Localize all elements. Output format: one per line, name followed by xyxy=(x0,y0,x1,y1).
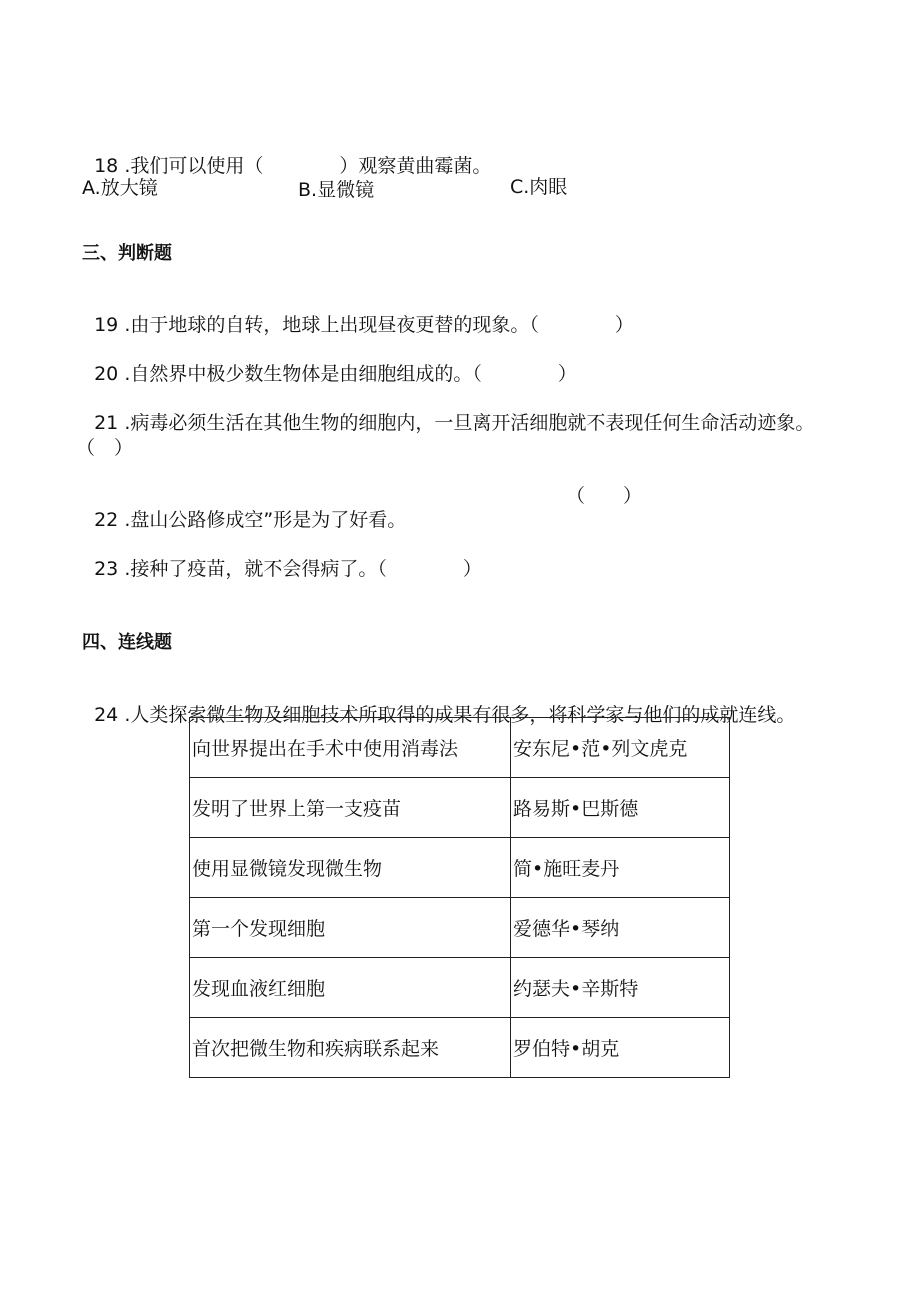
question-23 xyxy=(82,533,482,581)
scientist-cell: 路易斯•巴斯德 xyxy=(511,778,730,838)
question-text: .人类探索微生物及细胞技术所取得的成果有很多，将科学家与他们的成就连线。 xyxy=(118,704,796,726)
table-row xyxy=(190,778,730,838)
question-number: 21 xyxy=(94,412,119,434)
answer-parens-21: （ ） xyxy=(76,437,134,459)
option-c: C.肉眼 xyxy=(510,176,568,198)
table-row xyxy=(190,958,730,1018)
table-row xyxy=(190,838,730,898)
question-20 xyxy=(82,338,577,386)
scientist-cell: 罗伯特•胡克 xyxy=(511,1018,730,1078)
achievement-cell: 发明了世界上第一支疫苗 xyxy=(190,778,511,838)
achievement-cell: 第一个发现细胞 xyxy=(190,898,511,958)
option-a: A.放大镜 xyxy=(82,177,158,199)
question-text: .接种了疫苗，就不会得病了。（ ） xyxy=(118,558,482,580)
table-row xyxy=(190,1018,730,1078)
question-number: 19 xyxy=(94,314,119,336)
question-number: 20 xyxy=(94,363,119,385)
section-title-judgement: 三、判断题 xyxy=(82,243,172,264)
scientist-cell: 约瑟夫•辛斯特 xyxy=(511,958,730,1018)
question-number: 22 xyxy=(94,509,119,531)
table-row xyxy=(190,898,730,958)
table-row xyxy=(190,718,730,778)
section-title-matching: 四、连线题 xyxy=(82,632,172,653)
achievement-cell: 使用显微镜发现微生物 xyxy=(190,838,511,898)
question-19 xyxy=(82,289,634,337)
question-text: .自然界中极少数生物体是由细胞组成的。（ ） xyxy=(118,363,577,385)
scientist-cell: 爱德华•琴纳 xyxy=(511,898,730,958)
question-text: .盘山公路修成空”形是为了好看。 xyxy=(118,509,407,531)
question-number: 24 xyxy=(94,704,119,726)
achievement-cell: 向世界提出在手术中使用消毒法 xyxy=(190,718,511,778)
question-text: .我们可以使用（ ）观察黄曲霉菌。 xyxy=(118,155,492,177)
option-b: B.显微镜 xyxy=(298,179,375,201)
question-text: .由于地球的自转，地球上出现昼夜更替的现象。（ ） xyxy=(118,314,634,336)
question-text: .病毒必须生活在其他生物的细胞内，一旦离开活细胞就不表现任何生命活动迹象。 xyxy=(118,412,815,434)
achievement-cell: 首次把微生物和疾病联系起来 xyxy=(190,1018,511,1078)
question-21 xyxy=(82,387,814,435)
matching-table xyxy=(189,717,730,1078)
question-18 xyxy=(82,130,491,178)
scientist-cell: 安东尼•范•列文虎克 xyxy=(511,718,730,778)
answer-parens-22: （ ） xyxy=(566,485,643,507)
achievement-cell: 发现血液红细胞 xyxy=(190,958,511,1018)
question-number: 23 xyxy=(94,558,119,580)
scientist-cell: 简•施旺麦丹 xyxy=(511,838,730,898)
question-number: 18 xyxy=(94,155,119,177)
question-22 xyxy=(82,484,406,532)
